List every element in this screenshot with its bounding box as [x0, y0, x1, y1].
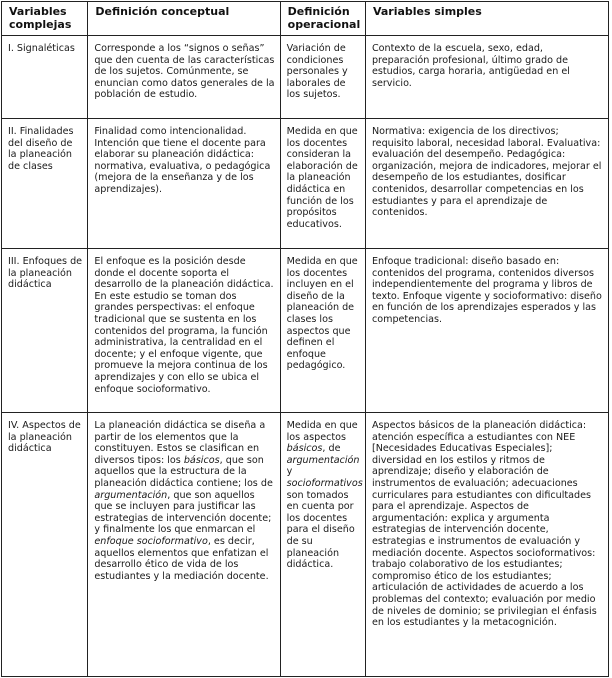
conceptual-emphasis: argumentación	[94, 489, 168, 501]
conceptual-line: enuncian como datos generales de la	[94, 77, 275, 89]
conceptual-line: Corresponde a los “signos o señas”	[94, 43, 265, 54]
operacional-emphasis: socioformativos	[286, 477, 363, 489]
cell-simples: Contexto de la escuela, sexo, edad, preparación profesional, último grado de estudios, carga horaria, antigüedad en el servicio.	[365, 36, 608, 119]
table-row	[2, 413, 609, 677]
conceptual-text: , es decir, aquellos elementos que enfatizan el desarrollo ético de vida de los estudiantes y la mediación docente.	[94, 535, 269, 582]
table-row	[2, 119, 609, 249]
conceptual-text: , que son aquellos que se incluyen para justificar las estrategias de intervención docente; y finalmente los que enmarcan el	[94, 489, 272, 536]
table-row	[2, 249, 609, 413]
operacional-emphasis: básicos	[286, 443, 323, 455]
cell-operacional: Variación de condiciones personales y laborales de los sujetos.	[280, 36, 365, 119]
cell-variable: III. Enfoques de la planeación didáctica	[2, 249, 88, 413]
conceptual-emphasis: básicos	[183, 454, 220, 466]
operacional-text: Medida en que los aspectos	[286, 420, 358, 443]
cell-operacional: Medida en que los docentes consideran la elaboración de la planeación didáctica en función de los propósitos educativos.	[280, 119, 365, 249]
cell-variable: I. Signaléticas	[2, 36, 88, 119]
table-row	[2, 36, 609, 119]
conceptual-emphasis: enfoque socioformativo	[94, 535, 208, 547]
cell-variable: IV. Aspectos de la planeación didáctica	[2, 413, 88, 677]
conceptual-line: población de estudio.	[94, 89, 198, 101]
conceptual-line: de los sujetos. Comúnmente, se	[94, 66, 249, 78]
cell-simples: Enfoque tradicional: diseño basado en: contenidos del programa, contenidos diversos independientemente del programa y libros de texto. Enfoque vigente y socioformativo: diseño en función de los aprendizajes esperados y las competencias.	[365, 249, 608, 413]
cell-conceptual: Finalidad como intencionalidad. Intención que tiene el docente para elaborar su planeación didáctica: normativa, evaluativa, o pedagógica (mejora de la enseñanza y de los aprendizajes).	[88, 119, 280, 249]
cell-variable: II. Finalidades del diseño de la planeación de clases	[2, 119, 88, 249]
header-definicion-operacional: Definición operacional	[280, 2, 365, 36]
conceptual-line: que den cuenta de las características	[94, 54, 275, 66]
cell-conceptual	[88, 413, 280, 677]
operacional-text: y	[286, 466, 293, 478]
operacional-text: , de	[322, 443, 341, 455]
cell-conceptual	[88, 36, 280, 119]
variables-table	[1, 1, 609, 677]
header-row	[2, 2, 609, 36]
cell-conceptual: El enfoque es la posición desde donde el docente soporta el desarrollo de la planeación didáctica. En este estudio se toman dos grandes perspectivas: el enfoque tradicional que se sustenta en los contenidos del programa, la función administrativa, la centralidad en el docente; y el enfoque vigente, que promueve la mejora continua de los aprendizajes y con ello se ubica el enfoque socioformativo.	[88, 249, 280, 413]
cell-simples: Normativa: exigencia de los directivos; requisito laboral, necesidad laboral. Evaluativa: evaluación del desempeño. Pedagógica: organización, mejora de indicadores, mejorar el desempeño de los estudiantes, dosificar contenidos, desarrollar competencias en los estudiantes y para el aprendizaje de contenidos.	[365, 119, 608, 249]
cell-simples: Aspectos básicos de la planeación didáctica: atención específica a estudiantes con NEE [Necesidades Educativas Especiales]; diversidad en los estilos y ritmos de aprendizaje; diseño y elaboración de instrumentos de evaluación; adecuaciones curriculares para estudiantes con dificultades para el aprendizaje. Aspectos de argumentación: explica y argumenta estrategias de intervención docente, estrategias e instrumentos de evaluación y mediación docente. Aspectos socioformativos: trabajo colaborativo de los estudiantes; compromiso ético de los estudiantes; articulación de actividades de acuerdo a los problemas del contexto; evaluación por medio de niveles de dominio; se privilegian el énfasis en los estudiantes y la metacognición.	[365, 413, 608, 677]
cell-operacional: Medida en que los docentes incluyen en el diseño de la planeación de clases los aspectos que definen el enfoque pedagógico.	[280, 249, 365, 413]
header-variables-simples: Variables simples	[365, 2, 608, 36]
operacional-text: son tomados en cuenta por los docentes para el diseño de su planeación didáctica.	[286, 489, 355, 571]
conceptual-text: , que son aquellos que la estructura de la planeación didáctica contiene; los de	[94, 454, 273, 489]
header-definicion-conceptual: Definición conceptual	[88, 2, 280, 36]
operacional-emphasis: argumentación	[286, 454, 360, 466]
header-variables-complejas: Variables complejas	[2, 2, 88, 36]
conceptual-text: La planeación didáctica se diseña a partir de los elementos que la constituyen. Estos se clasifican en diversos tipos: los	[94, 420, 266, 466]
cell-operacional	[280, 413, 365, 677]
